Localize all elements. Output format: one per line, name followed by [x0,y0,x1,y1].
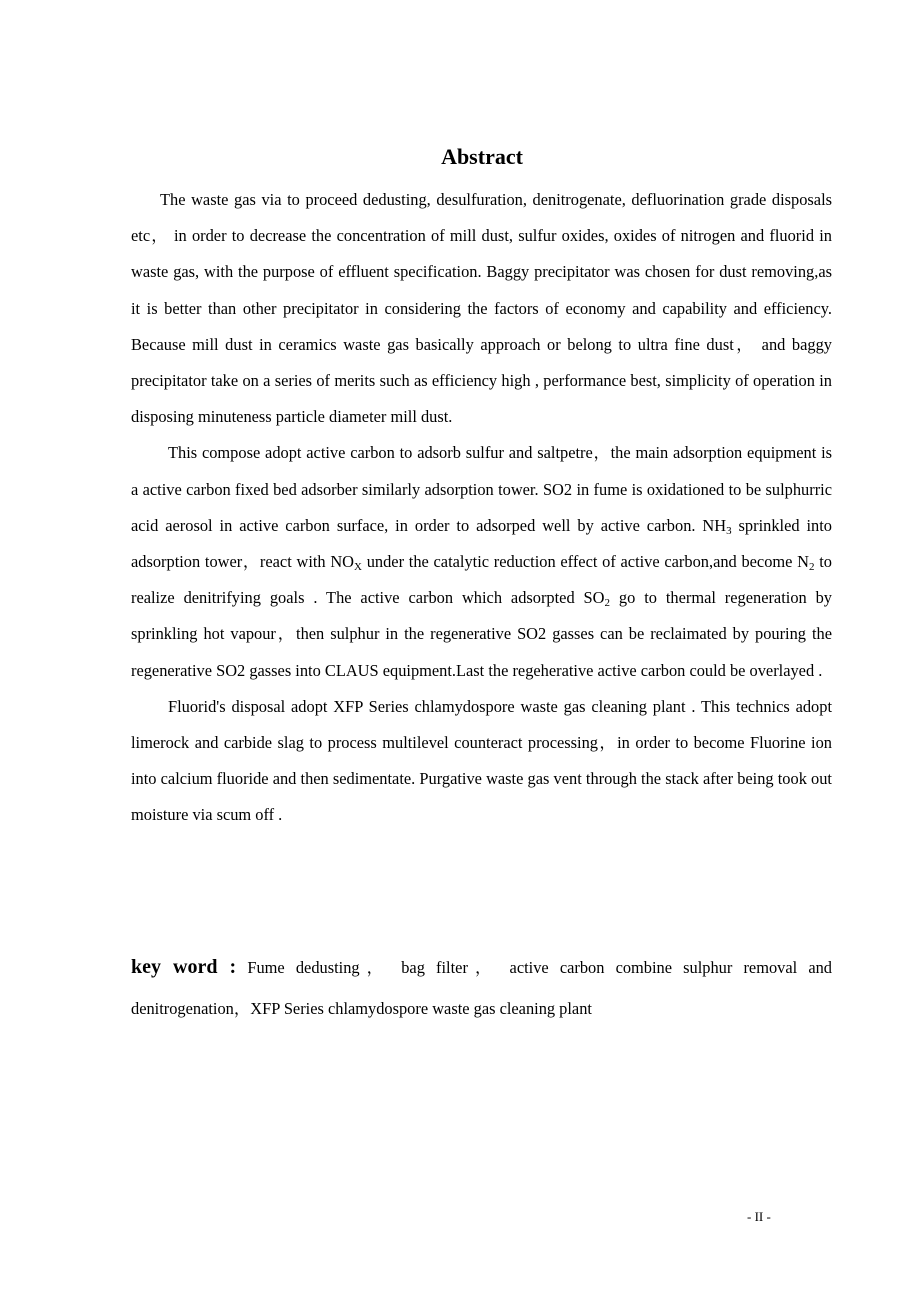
abstract-title: Abstract [441,144,523,169]
abstract-paragraph-3: Fluorid's disposal adopt XFP Series chlamydospore waste gas cleaning plant . This technics adopt limerock and carbide slag to process multilevel counteract processing，in order to become Fluorine ion into calcium fluoride and then sedimentate. Purgative waste gas vent through the stack after being took out moisture via scum off . [131,696,832,825]
paragraph-2-text: under the catalytic reduction effect of active carbon,and become N [361,552,809,572]
page-number: - II - [747,1209,771,1224]
paragraph-2-text: go to thermal regeneration by sprinkling hot vapour，then sulphur in the regenerative SO2 gasses can be reclaimated by pouring the regenerative SO2 gasses into CLAUS equipment.Last the regeherative active carbon could be overlayed . [131,588,833,680]
paragraph-2-text: sprinkled into adsorption tower，react with NO [131,515,832,572]
keywords-label: key word : [131,956,237,978]
keywords-text: Fume dedusting， bag filter， active carbon combine sulphur removal and denitrogenation，XFP Series chlamydospore waste gas cleaning plant [131,958,832,1018]
abstract-paragraph-1: The waste gas via to proceed dedusting, desulfuration, denitrogenate, defluorination grade disposals etc， in order to decrease the concentration of mill dust, sulfur oxides, oxides of nitrogen and fluorid in waste gas, with the purpose of effluent specification. Baggy precipitator was chosen for dust removing,as it is better than other precipitator in considering the factors of economy and capability and efficiency. Because mill dust in ceramics waste gas basically approach or belong to ultra fine dust， and baggy precipitator take on a series of merits such as efficiency high , performance best, simplicity of operation in disposing minuteness particle diameter mill dust. [131,190,832,427]
paragraph-2-text: to realize denitrifying goals . The active carbon which adsorpted SO [131,552,832,608]
subscript: 2 [809,561,815,574]
subscript: 3 [726,524,732,537]
abstract-paragraph-2 [131,435,832,688]
keywords-section [131,947,832,1029]
abstract-body [131,182,832,834]
paragraph-2-text: This compose adopt active carbon to adsorb sulfur and saltpetre，the main adsorption equipment is a active carbon fixed bed adsorber similarly adsorption tower. SO2 in fume is oxidationed to be sulphurric acid aerosol in active carbon surface, in order to adsorped well by active carbon. NH [131,443,832,535]
subscript: 2 [604,597,610,610]
subscript: X [354,561,362,574]
